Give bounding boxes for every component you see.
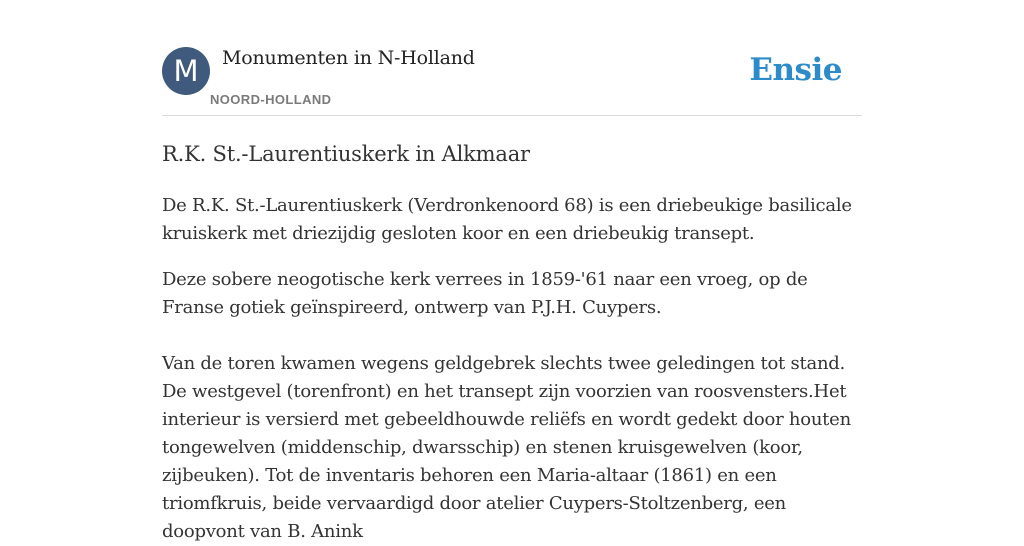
avatar[interactable]: M — [162, 47, 210, 95]
article-title: R.K. St.-Laurentiuskerk in Alkmaar — [162, 142, 530, 166]
header — [162, 46, 862, 116]
site-logo[interactable]: Ensie — [749, 52, 842, 88]
category-label[interactable]: NOORD-HOLLAND — [210, 92, 332, 107]
article-content — [162, 138, 862, 546]
article-paragraph-1: De R.K. St.-Laurentiuskerk (Verdronkenoord 68) is een driebeukige basilicale kruiskerk met driezijdig gesloten koor en een driebeukig transept. — [162, 195, 852, 244]
author-name[interactable]: Monumenten in N-Holland — [222, 47, 475, 69]
article-paragraph-3: Van de toren kwamen wegens geldgebrek slechts twee geledingen tot stand. De westgevel (torenfront) en het transept zijn voorzien van roosvensters.Het interieur is versierd met gebeeldhouwde reliëfs en wordt gedekt door houten tongewelven (middenschip, dwarsschip) en stenen kruisgewelven (koor, zijbeuken). Tot de inventaris behoren een Maria-altaar (1861) en een triomfkruis, beide vervaardigd door atelier Cuypers-Stoltzenberg, een doopvont van B. Anink — [162, 353, 851, 542]
article-paragraph-2: Deze sobere neogotische kerk verrees in 1859-'61 naar een vroeg, op de Franse gotiek geïnspireerd, ontwerp van P.J.H. Cuypers. — [162, 269, 808, 318]
